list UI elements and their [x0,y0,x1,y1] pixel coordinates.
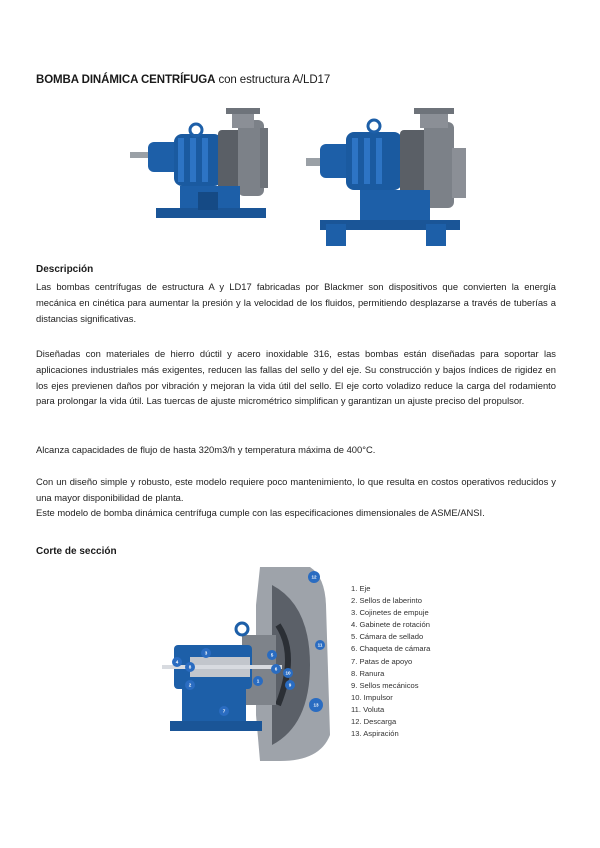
description-paragraph-1: Las bombas centrífugas de estructura A y LD17 fabricadas por Blackmer son dispositivos que convierten la energía mecánica en cinética para aumentar la presión y la velocidad de los fluidos, permitiendo desplazarse a través de tuberías a distancias significativas. [36,281,556,324]
description-heading: Descripción [36,264,94,275]
section-cut-heading: Corte de sección [36,546,117,557]
pump-photo-right [306,108,466,246]
callout-label-7: 7 [222,708,226,714]
callout-label-1: 1 [256,678,260,684]
callout-label-6: 6 [274,666,278,672]
parts-list-item: 13. Aspiración [351,729,399,739]
page-title [36,74,330,86]
callout-label-2: 2 [188,682,192,688]
parts-list-item: 7. Patas de apoyo [351,656,413,666]
parts-list-item: 1. Eje [351,584,371,593]
parts-list-item: 2. Sellos de laberinto [351,596,422,606]
callout-label-12: 12 [311,574,317,580]
pump-cutaway-diagram [160,565,340,765]
parts-list-item: 8. Ranura [351,668,385,678]
description-paragraph-5: Este modelo de bomba dinámica centrífuga cumple con las especificaciones dimensionales de ASME/ANSI. [36,507,485,518]
callout-label-3: 3 [204,650,208,656]
parts-list-item: 3. Cojinetes de empuje [351,608,429,618]
parts-list-item: 9. Sellos mecánicos [351,680,419,690]
parts-list-item: 5. Cámara de sellado [351,632,424,642]
parts-list-item: 11. Voluta [351,704,385,714]
callout-label-10: 10 [285,670,291,676]
description-paragraph-3: Alcanza capacidades de flujo de hasta 320m3/h y temperatura máxima de 400°C. [36,444,376,455]
title-bold: BOMBA DINÁMICA CENTRÍFUGA [36,74,216,86]
callout-label-8: 8 [188,664,192,670]
pump-photos [120,108,480,248]
description-paragraph-4: Con un diseño simple y robusto, este modelo requiere poco mantenimiento, lo que resulta en costos operativos reducidos y una mayor disponibilidad de planta. [36,476,556,503]
parts-list-item: 12. Descarga [351,717,397,727]
parts-list-item: 10. Impulsor [351,692,393,702]
description-paragraph-2: Diseñadas con materiales de hierro dúctil y acero inoxidable 316, estas bombas están diseñadas para soportar las aplicaciones industriales más exigentes, reducen las fallas del sello y del eje. Su construcción y bajos índices de rigidez en los ejes previenen daños por vibración y mejoran la vida útil del sello. El eje corto voladizo reduce la carga del rodamiento para prolongar la vida útil. Las tuercas de ajuste micrométrico simplifican y garantizan un ajuste preciso del propulsor. [36,348,556,407]
callout-label-4: 4 [175,659,179,665]
pump-photo-left [130,108,268,218]
title-rest: con estructura A/LD17 [215,74,331,86]
callout-label-13: 13 [313,702,319,708]
parts-list [351,583,430,740]
parts-list-item: 4. Gabinete de rotación [351,620,430,630]
callout-label-11: 11 [317,642,323,648]
callout-label-9: 9 [288,682,292,688]
callout-label-5: 5 [270,652,274,658]
parts-list-item: 6. Chaqueta de cámara [351,644,431,654]
